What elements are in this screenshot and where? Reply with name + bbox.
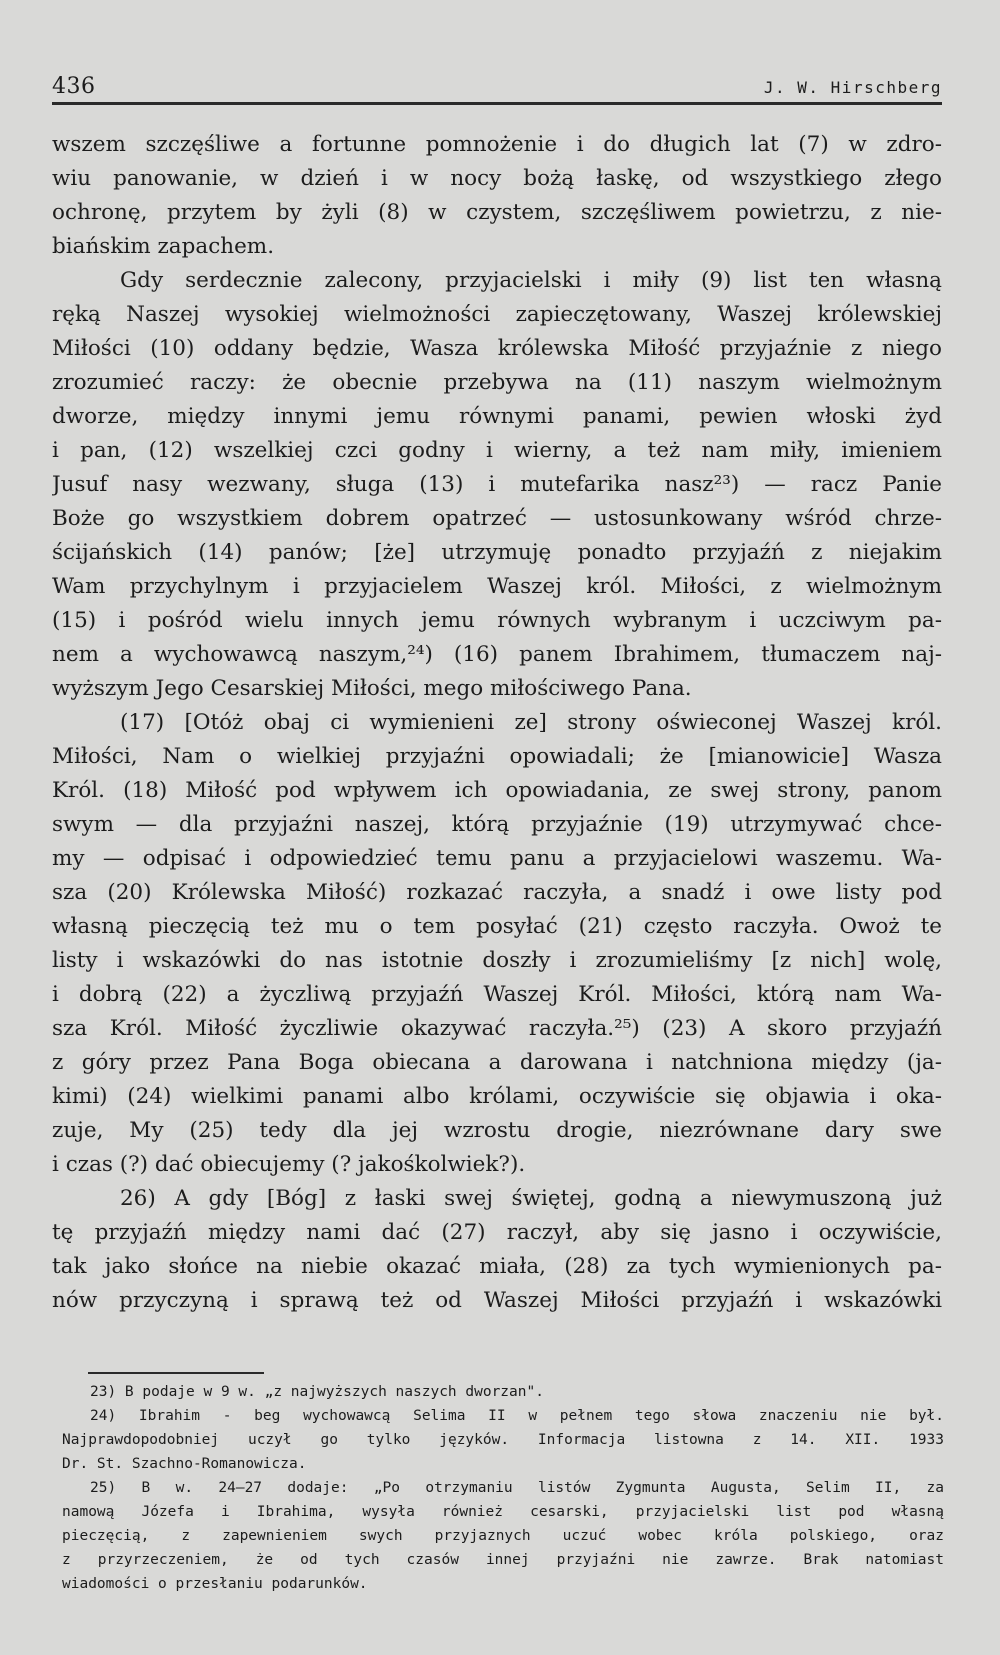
body-line: wszem szczęśliwe a fortunne pomnożenie i do długich lat (7) w zdro- [52,132,942,157]
body-line: (15) i pośród wielu innych jemu równych wybranym i uczciwym pa- [52,608,942,633]
body-line: sza Król. Miłość życzliwie okazywać raczyła.²⁵) (23) A skoro przyjaźń [52,1016,942,1041]
footnote-line: namową Józefa i Ibrahima, wysyła również cesarski, przyjacielski list pod własną [62,1504,944,1520]
body-line: ścijańskich (14) panów; [że] utrzymuję ponadto przyjaźń z niejakim [52,540,942,565]
body-line: Wam przychylnym i przyjacielem Waszej król. Miłości, z wielmożnym [52,574,942,599]
body-line: zrozumieć raczy: że obecnie przebywa na (11) naszym wielmożnym [52,370,942,395]
body-line: wyższym Jego Cesarskiej Miłości, mego miłościwego Pana. [52,676,692,701]
body-line: wiu panowanie, w dzień i w nocy bożą łaskę, od wszystkiego złego [52,166,942,191]
body-text [52,128,942,1318]
footnote-rule [88,1372,264,1374]
footnote-line: wiadomości o przesłaniu podarunków. [62,1576,368,1592]
body-line: my — odpisać i odpowiedzieć temu panu a przyjacielowi waszemu. Wa- [52,846,942,871]
body-line: 26) A gdy [Bóg] z łaski swej świętej, godną a niewymuszoną już [120,1186,942,1211]
body-line: Gdy serdecznie zalecony, przyjacielski i miły (9) list ten własną [120,268,942,293]
body-line: kimi) (24) wielkimi panami albo królami, oczywiście się objawia i oka- [52,1084,942,1109]
body-line: i dobrą (22) a życzliwą przyjaźń Waszej Król. Miłości, którą nam Wa- [52,982,942,1007]
body-line: (17) [Otóż obaj ci wymienieni ze] strony oświeconej Waszej król. [120,710,942,735]
body-line: Król. (18) Miłość pod wpływem ich opowiadania, ze swej strony, panom [52,778,942,803]
body-line: dworze, między innymi jemu równymi panami, pewien włoski żyd [52,404,942,429]
body-line: ochronę, przytem by żyli (8) w czystem, szczęśliwem powietrzu, z nie- [52,200,942,225]
footnotes [62,1380,944,1596]
body-line: tak jako słońce na niebie okazać miała, (28) za tych wymienionych pa- [52,1254,942,1279]
body-line: i pan, (12) wszelkiej czci godny i wierny, a też nam miły, imieniem [52,438,942,463]
body-line: nów przyczyną i sprawą też od Waszej Miłości przyjaźń i wskazówki [52,1288,942,1313]
body-line: swym — dla przyjaźni naszej, którą przyjaźnie (19) utrzymywać chce- [52,812,942,837]
header-rule [52,102,942,105]
body-line: Miłości (10) oddany będzie, Wasza królewska Miłość przyjaźnie z niego [52,336,942,361]
running-head: J. W. Hirschberg [763,78,942,97]
page-header [52,74,942,104]
body-line: zuje, My (25) tedy dla jej wzrostu drogie, niezrównane dary swe [52,1118,942,1143]
footnote-line: 23) B podaje w 9 w. „z najwyższych naszych dworzan". [90,1384,544,1400]
body-line: ręką Naszej wysokiej wielmożności zapieczętowany, Waszej królewskiej [52,302,942,327]
body-line: i czas (?) dać obiecujemy (? jakośkolwiek?). [52,1152,526,1177]
footnote-line: pieczęcią, z zapewnieniem swych przyjaznych uczuć wobec króla polskiego, oraz [62,1528,944,1544]
body-line: nem a wychowawcą naszym,²⁴) (16) panem Ibrahimem, tłumaczem naj- [52,642,942,667]
body-line: listy i wskazówki do nas istotnie doszły i zrozumieliśmy [z nich] wolę, [52,948,942,973]
body-line: z góry przez Pana Boga obiecana a darowana i natchniona między (ja- [52,1050,942,1075]
footnote-line: Dr. St. Szachno-Romanowicza. [62,1456,307,1472]
body-line: biańskim zapachem. [52,234,275,259]
body-line: własną pieczęcią też mu o tem posyłać (21) często raczyła. Owoż te [52,914,942,939]
footnote-line: Najprawdopodobniej uczył go tylko języków. Informacja listowna z 14. XII. 1933 [62,1432,944,1448]
body-line: sza (20) Królewska Miłość) rozkazać raczyła, a snadź i owe listy pod [52,880,942,905]
body-line: Jusuf nasy wezwany, sługa (13) i mutefarika nasz²³) — racz Panie [52,472,942,497]
body-line: Boże go wszystkiem dobrem opatrzeć — ustosunkowany wśród chrze- [52,506,942,531]
footnote-line: 24) Ibrahim - beg wychowawcą Selima II w pełnem tego słowa znaczeniu nie był. [90,1408,944,1424]
body-line: Miłości, Nam o wielkiej przyjaźni opowiadali; że [mianowicie] Wasza [52,744,942,769]
footnote-line: z przyrzeczeniem, że od tych czasów innej przyjaźni nie zawrze. Brak natomiast [62,1552,944,1568]
page-number: 436 [52,74,96,99]
footnote-line: 25) B w. 24—27 dodaje: „Po otrzymaniu listów Zygmunta Augusta, Selim II, za [90,1480,944,1496]
body-line: tę przyjaźń między nami dać (27) raczył, aby się jasno i oczywiście, [52,1220,942,1245]
